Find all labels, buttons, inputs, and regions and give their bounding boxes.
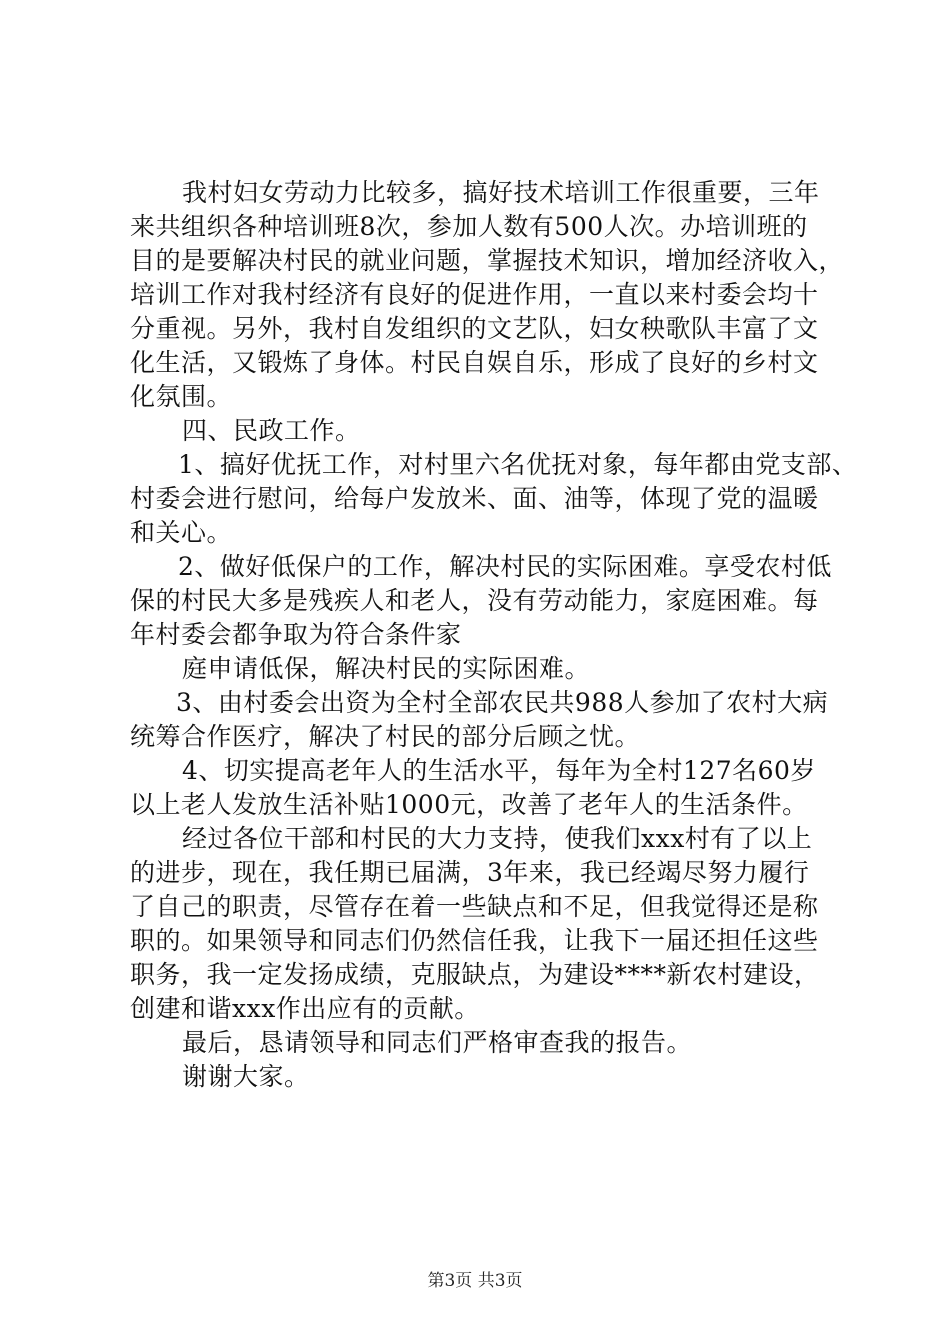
paragraph-line: 目的是要解决村民的就业问题，掌握技术知识，增加经济收入， [130, 246, 845, 275]
paragraph-line: 最后，恳请领导和同志们严格审查我的报告。 [182, 1028, 693, 1057]
paragraph-line: 创建和谐xxx作出应有的贡献。 [130, 994, 480, 1023]
paragraph-line: 4、切实提高老年人的生活水平，每年为全村127名60岁 [182, 756, 816, 785]
section-heading: 四、民政工作。 [182, 416, 361, 445]
paragraph-line: 职务，我一定发扬成绩，克服缺点，为建设****新农村建设， [130, 960, 820, 989]
paragraph-line: 3、由村委会出资为全村全部农民共988人参加了农村大病 [176, 688, 829, 717]
paragraph-line: 以上老人发放生活补贴1000元，改善了老年人的生活条件。 [130, 790, 808, 819]
paragraph-line: 和关心。 [130, 518, 233, 547]
paragraph-line: 我村妇女劳动力比较多，搞好技术培训工作很重要，三年 [182, 178, 820, 207]
paragraph-line: 1、搞好优抚工作，对村里六名优抚对象，每年都由党支部、 [178, 450, 858, 479]
paragraph-line: 的进步，现在，我任期已届满，3年来，我已经竭尽努力履行 [130, 858, 810, 887]
paragraph-line: 培训工作对我村经济有良好的促进作用，一直以来村委会均十 [130, 280, 819, 309]
paragraph-line: 统筹合作医疗，解决了村民的部分后顾之忧。 [130, 722, 641, 751]
paragraph-line: 来共组织各种培训班8次，参加人数有500人次。办培训班的 [130, 212, 808, 241]
paragraph-line: 谢谢大家。 [182, 1062, 310, 1091]
paragraph-line: 职的。如果领导和同志们仍然信任我，让我下一届还担任这些 [130, 926, 819, 955]
paragraph-line: 化氛围。 [130, 382, 233, 411]
paragraph-line: 分重视。另外，我村自发组织的文艺队，妇女秧歌队丰富了文 [130, 314, 819, 343]
paragraph-line: 村委会进行慰问，给每户发放米、面、油等，体现了党的温暖 [130, 484, 819, 513]
page-number-footer: 第3页 共3页 [427, 1271, 523, 1291]
paragraph-line: 保的村民大多是残疾人和老人，没有劳动能力，家庭困难。每 [130, 586, 819, 615]
paragraph-line: 年村委会都争取为符合条件家 [130, 620, 462, 649]
paragraph-line: 化生活，又锻炼了身体。村民自娱自乐，形成了良好的乡村文 [130, 348, 819, 377]
paragraph-line: 庭申请低保，解决村民的实际困难。 [182, 654, 591, 683]
paragraph-line: 了自己的职责，尽管存在着一些缺点和不足，但我觉得还是称 [130, 892, 819, 921]
paragraph-line: 2、做好低保户的工作，解决村民的实际困难。享受农村低 [178, 552, 832, 581]
paragraph-line: 经过各位干部和村民的大力支持，使我们xxx村有了以上 [182, 824, 813, 853]
